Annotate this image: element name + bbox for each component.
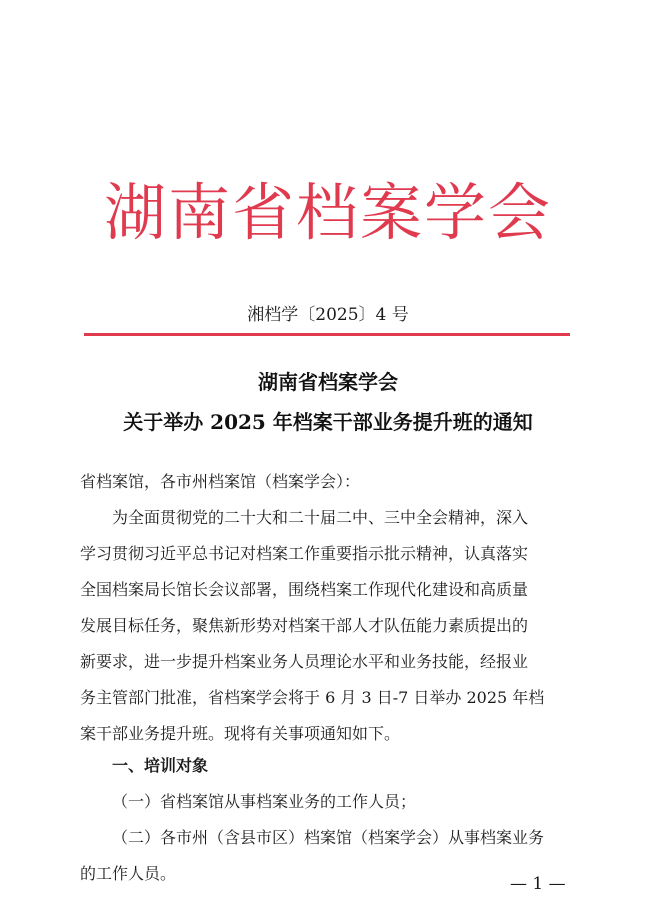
body-line: 为全面贯彻党的二十大和二十届二中、三中全会精神，深入	[112, 508, 529, 527]
section-item: 的工作人员。	[80, 864, 177, 883]
body-line: 新要求，进一步提升档案业务人员理论水平和业务技能，经报业	[80, 652, 529, 671]
page-number: — 1 —	[510, 874, 566, 894]
salutation: 省档案馆，各市州档案馆（档案学会）：	[80, 472, 361, 491]
document-number: 湘档学〔2025〕4 号	[247, 305, 409, 325]
red-divider-line	[84, 333, 570, 336]
body-line: 案干部业务提升班。现将有关事项通知如下。	[80, 724, 401, 743]
section-item: （二）各市州（含县市区）档案馆（档案学会）从事档案业务	[112, 828, 545, 847]
section-heading: 一、培训对象	[112, 756, 209, 775]
body-line: 务主管部门批准，省档案学会将于 6 月 3 日-7 日举办 2025 年档	[80, 688, 545, 707]
body-line: 发展目标任务，聚焦新形势对档案干部人才队伍能力素质提出的	[80, 616, 529, 635]
notice-title-line-2: 关于举办 2025 年档案干部业务提升班的通知	[123, 410, 533, 434]
notice-title-line-1: 湖南省档案学会	[258, 370, 398, 394]
body-line: 全国档案局长馆长会议部署，围绕档案工作现代化建设和高质量	[80, 580, 529, 599]
section-item: （一）省档案馆从事档案业务的工作人员；	[112, 792, 417, 811]
body-line: 学习贯彻习近平总书记对档案工作重要指示批示精神，认真落实	[80, 544, 529, 563]
masthead-org-name: 湖南省档案学会	[103, 176, 552, 249]
